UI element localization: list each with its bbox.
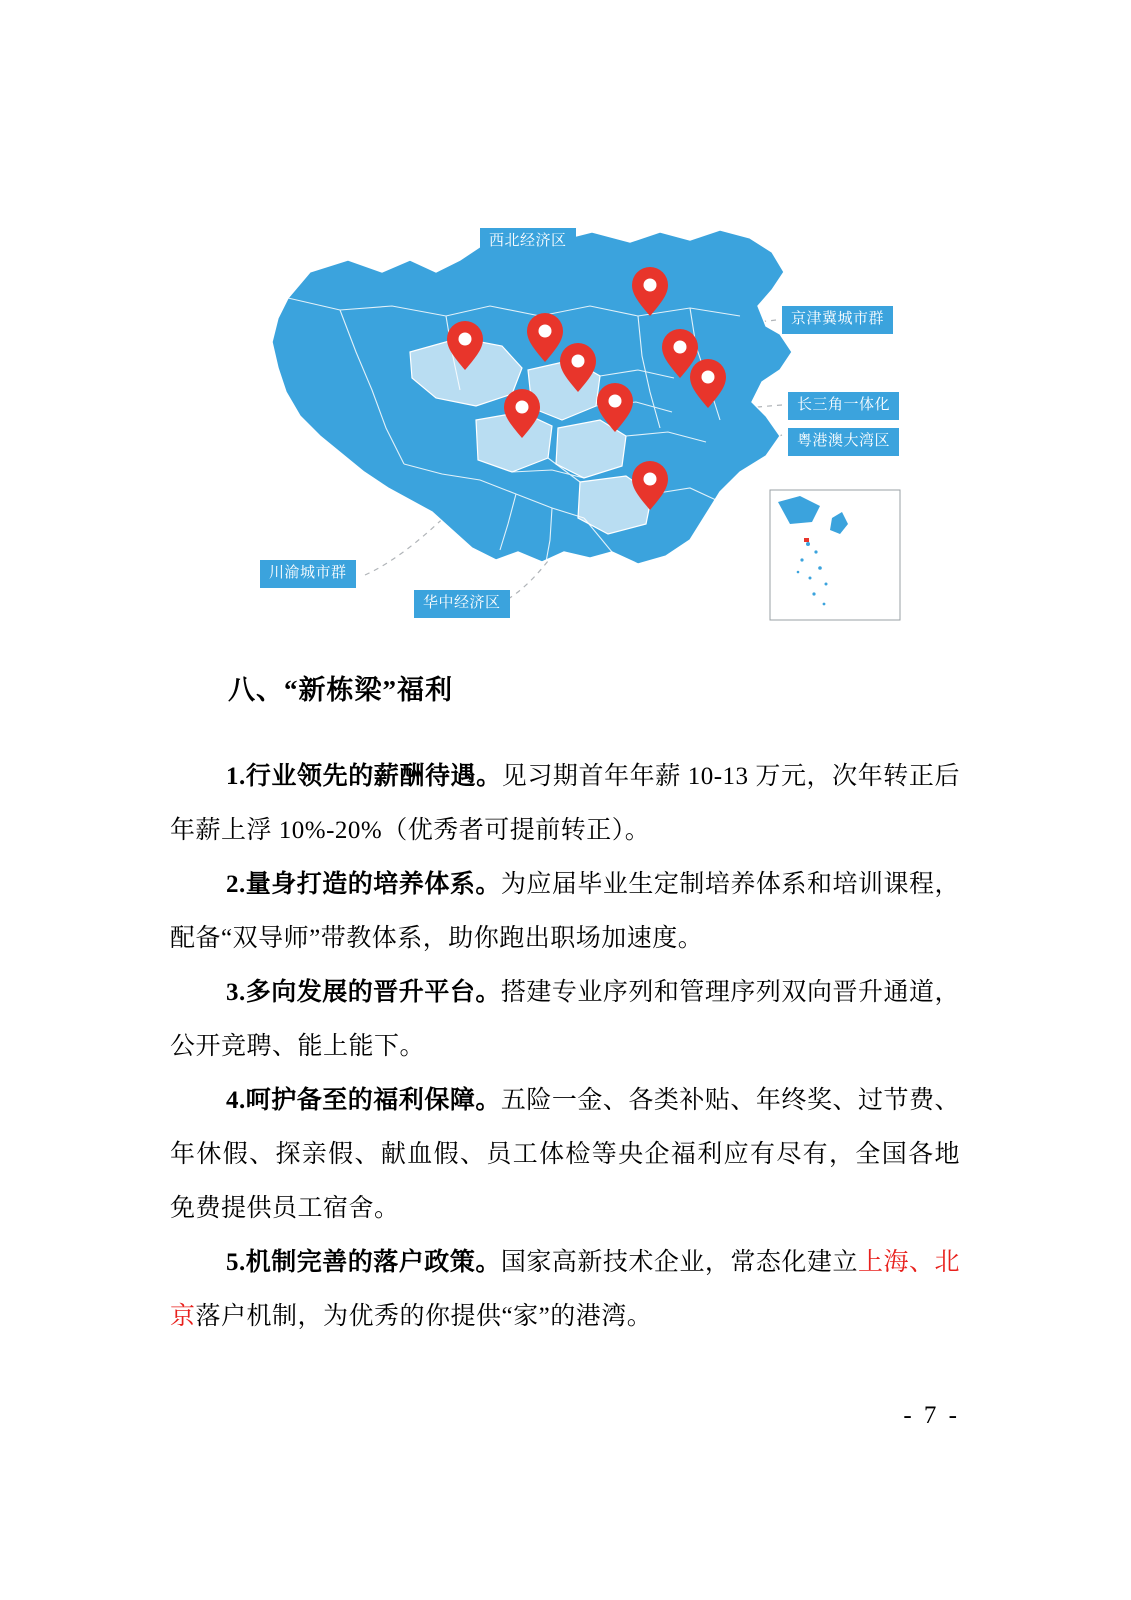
benefit-paragraph-5 [170,1236,960,1344]
benefit-1-body: 见习期首年年薪 10-13 万元，次年转正后年薪上浮 10%-20%（优秀者可提前转正）。 [170,763,960,844]
benefit-4-body: 五险一金、各类补贴、年终奖、过节费、年休假、探亲假、献血假、员工体检等央企福利应有尽有，全国各地免费提供员工宿舍。 [170,1087,960,1222]
map-label-central-china-economic-zone: 华中经济区 [414,590,510,618]
benefit-5-lead: 机制完善的落户政策。 [245,1249,501,1276]
benefit-1-lead: 行业领先的薪酬待遇。 [245,763,502,790]
benefit-5-highlight-cities: 上海、北京 [170,1249,960,1330]
benefit-5-body-after: 落户机制，为优秀的你提供“家”的港湾。 [195,1303,653,1330]
benefit-5-body-before: 国家高新技术企业，常态化建立 [500,1249,858,1276]
benefit-4-number: 4. [226,1087,246,1114]
page-number: - 7 - [903,1402,960,1429]
map-label-northwest-economic-zone: 西北经济区 [480,228,576,256]
china-map-figure [160,120,970,640]
benefit-3-body: 搭建专业序列和管理序列双向晋升通道，公开竞聘、能上能下。 [170,979,960,1060]
map-label-greater-bay-area: 粤港澳大湾区 [788,428,899,456]
map-label-jingjinji-city-cluster: 京津冀城市群 [782,306,893,334]
map-inset [770,490,900,620]
map-label-yangtze-delta-integration: 长三角一体化 [788,392,899,420]
benefit-paragraph-3 [170,966,960,1074]
benefit-paragraph-2 [170,858,960,966]
benefit-5-number: 5. [226,1249,246,1276]
benefit-4-lead: 呵护备至的福利保障。 [245,1087,501,1114]
benefit-3-number: 3. [226,979,246,1006]
benefit-paragraph-4 [170,1074,960,1236]
benefit-2-body: 为应届毕业生定制培养体系和培训课程，配备“双导师”带教体系，助你跑出职场加速度。 [170,871,960,952]
benefit-2-lead: 量身打造的培养体系。 [245,871,501,898]
benefit-1-number: 1. [226,763,246,790]
benefit-paragraph-1 [170,750,960,858]
section-heading: 八、“新栋梁”福利 [228,675,453,705]
benefit-3-lead: 多向发展的晋升平台。 [245,979,501,1006]
benefit-2-number: 2. [226,871,246,898]
map-label-chuanyu-city-cluster: 川渝城市群 [260,560,356,588]
